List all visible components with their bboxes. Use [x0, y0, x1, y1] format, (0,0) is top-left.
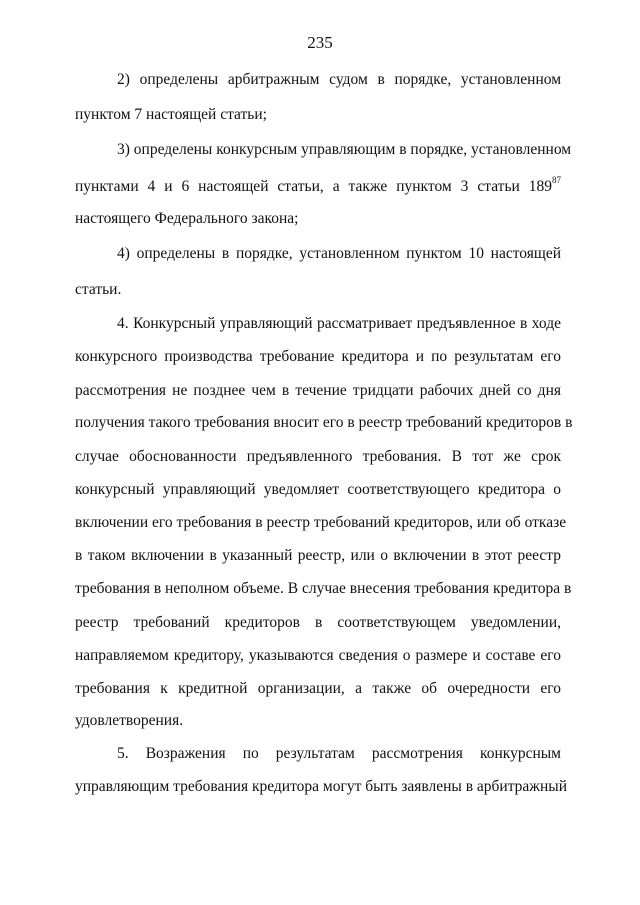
text-line: 4) определены в порядке, установленном пунктом 10 настоящей — [117, 245, 561, 262]
text-line: статьи. — [75, 281, 122, 298]
text-line: получения такого требования вносит его в реестр требований кредиторов в — [75, 414, 573, 431]
text-line: в таком включении в указанный реестр, или о включении в этот реестр — [75, 547, 561, 564]
text-line: управляющим требования кредитора могут быть заявлены в арбитражный — [75, 778, 568, 795]
text-line: требования к кредитной организации, а также об очередности его — [75, 680, 561, 697]
text-line: конкурсный управляющий уведомляет соответствующего кредитора о — [75, 481, 561, 498]
article-superscript: 87 — [552, 175, 561, 185]
text-line: случае обоснованности предъявленного требования. В тот же срок — [75, 448, 561, 465]
page-number: 235 — [307, 33, 333, 52]
text-line: конкурсного производства требование кредитора и по результатам его — [75, 348, 561, 365]
text-line: рассмотрения не позднее чем в течение тридцати рабочих дней со дня — [75, 382, 561, 399]
text-line: включении его требования в реестр требований кредиторов, или об отказе — [75, 514, 567, 531]
text-line: 5. Возражения по результатам рассмотрения конкурсным — [117, 745, 561, 762]
text-line: реестр требований кредиторов в соответствующем уведомлении, — [75, 614, 561, 631]
text-line: 3) определены конкурсным управляющим в порядке, установленном — [117, 141, 572, 158]
text-line: 4. Конкурсный управляющий рассматривает предъявленное в ходе — [117, 315, 561, 332]
text-line — [75, 177, 561, 197]
text-line: настоящего Федерального закона; — [75, 210, 299, 227]
text-line: требования в неполном объеме. В случае внесения требования кредитора в — [75, 580, 572, 597]
text-line: удовлетворения. — [75, 712, 184, 729]
line-text: пунктами 4 и 6 настоящей статьи, а также пунктом 3 статьи 189 — [75, 178, 552, 195]
text-line: направляемом кредитору, указываются сведения о размере и составе его — [75, 647, 561, 664]
text-line: пунктом 7 настоящей статьи; — [75, 106, 267, 123]
text-line: 2) определены арбитражным судом в порядке, установленном — [117, 71, 561, 88]
